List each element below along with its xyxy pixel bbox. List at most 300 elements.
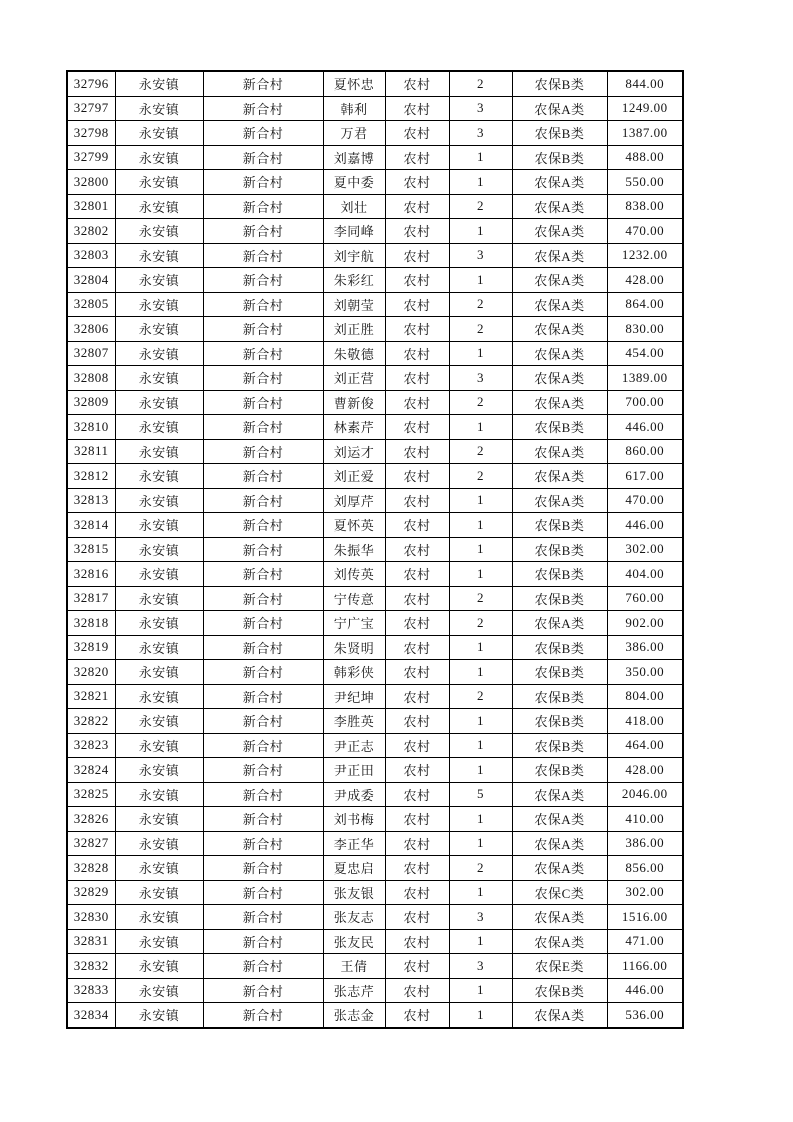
cell-amount: 418.00	[607, 709, 683, 734]
cell-insurance-category: 农保E类	[512, 954, 607, 979]
cell-amount: 804.00	[607, 684, 683, 709]
cell-person-count: 1	[449, 635, 512, 660]
cell-amount: 864.00	[607, 292, 683, 317]
cell-amount: 386.00	[607, 635, 683, 660]
table-row	[67, 905, 683, 930]
cell-town: 永安镇	[115, 660, 203, 685]
cell-name: 韩彩侠	[323, 660, 385, 685]
cell-insurance-category: 农保B类	[512, 145, 607, 170]
cell-household-type: 农村	[385, 390, 449, 415]
table-row	[67, 488, 683, 513]
cell-household-type: 农村	[385, 292, 449, 317]
cell-person-count: 3	[449, 96, 512, 121]
cell-record-no: 32816	[67, 562, 115, 587]
table-row	[67, 856, 683, 881]
cell-name: 刘正爱	[323, 464, 385, 489]
table-row	[67, 586, 683, 611]
cell-village: 新合村	[203, 929, 323, 954]
cell-town: 永安镇	[115, 537, 203, 562]
table-row	[67, 684, 683, 709]
cell-person-count: 1	[449, 170, 512, 195]
cell-insurance-category: 农保B类	[512, 513, 607, 538]
cell-town: 永安镇	[115, 1003, 203, 1028]
cell-amount: 1387.00	[607, 121, 683, 146]
cell-insurance-category: 农保A类	[512, 366, 607, 391]
cell-amount: 470.00	[607, 219, 683, 244]
cell-household-type: 农村	[385, 782, 449, 807]
cell-amount: 428.00	[607, 758, 683, 783]
cell-record-no: 32833	[67, 978, 115, 1003]
cell-person-count: 2	[449, 684, 512, 709]
cell-insurance-category: 农保A类	[512, 170, 607, 195]
cell-insurance-category: 农保A类	[512, 317, 607, 342]
cell-village: 新合村	[203, 758, 323, 783]
cell-person-count: 2	[449, 856, 512, 881]
cell-record-no: 32821	[67, 684, 115, 709]
cell-name: 刘正营	[323, 366, 385, 391]
table-row	[67, 1003, 683, 1028]
cell-name: 朱敬德	[323, 341, 385, 366]
table-row	[67, 268, 683, 293]
cell-record-no: 32796	[67, 71, 115, 96]
cell-insurance-category: 农保B类	[512, 71, 607, 96]
cell-town: 永安镇	[115, 978, 203, 1003]
cell-insurance-category: 农保A类	[512, 292, 607, 317]
cell-amount: 844.00	[607, 71, 683, 96]
cell-amount: 1249.00	[607, 96, 683, 121]
cell-name: 朱贤明	[323, 635, 385, 660]
cell-insurance-category: 农保A类	[512, 488, 607, 513]
cell-village: 新合村	[203, 243, 323, 268]
cell-name: 李正华	[323, 831, 385, 856]
cell-amount: 404.00	[607, 562, 683, 587]
cell-village: 新合村	[203, 268, 323, 293]
cell-household-type: 农村	[385, 978, 449, 1003]
cell-record-no: 32800	[67, 170, 115, 195]
cell-insurance-category: 农保B类	[512, 758, 607, 783]
cell-record-no: 32830	[67, 905, 115, 930]
cell-town: 永安镇	[115, 513, 203, 538]
cell-insurance-category: 农保A类	[512, 831, 607, 856]
cell-town: 永安镇	[115, 121, 203, 146]
cell-record-no: 32826	[67, 807, 115, 832]
cell-insurance-category: 农保C类	[512, 880, 607, 905]
cell-person-count: 1	[449, 415, 512, 440]
cell-person-count: 2	[449, 71, 512, 96]
cell-person-count: 1	[449, 807, 512, 832]
cell-amount: 302.00	[607, 880, 683, 905]
cell-household-type: 农村	[385, 366, 449, 391]
cell-village: 新合村	[203, 439, 323, 464]
cell-insurance-category: 农保A类	[512, 219, 607, 244]
cell-person-count: 2	[449, 292, 512, 317]
cell-insurance-category: 农保A类	[512, 905, 607, 930]
cell-household-type: 农村	[385, 733, 449, 758]
cell-town: 永安镇	[115, 341, 203, 366]
table-row	[67, 562, 683, 587]
cell-household-type: 农村	[385, 537, 449, 562]
cell-amount: 856.00	[607, 856, 683, 881]
cell-household-type: 农村	[385, 562, 449, 587]
table-row	[67, 317, 683, 342]
cell-town: 永安镇	[115, 464, 203, 489]
cell-record-no: 32818	[67, 611, 115, 636]
cell-village: 新合村	[203, 660, 323, 685]
cell-person-count: 1	[449, 145, 512, 170]
cell-town: 永安镇	[115, 782, 203, 807]
cell-village: 新合村	[203, 709, 323, 734]
cell-name: 张友银	[323, 880, 385, 905]
cell-name: 朱振华	[323, 537, 385, 562]
cell-household-type: 农村	[385, 439, 449, 464]
table-row	[67, 513, 683, 538]
cell-insurance-category: 农保A类	[512, 268, 607, 293]
table-row	[67, 219, 683, 244]
cell-name: 曹新俊	[323, 390, 385, 415]
cell-town: 永安镇	[115, 243, 203, 268]
cell-record-no: 32808	[67, 366, 115, 391]
cell-insurance-category: 农保A类	[512, 194, 607, 219]
cell-person-count: 2	[449, 586, 512, 611]
cell-record-no: 32799	[67, 145, 115, 170]
table-row	[67, 758, 683, 783]
table-row	[67, 170, 683, 195]
cell-name: 刘正胜	[323, 317, 385, 342]
cell-person-count: 1	[449, 978, 512, 1003]
cell-record-no: 32798	[67, 121, 115, 146]
cell-amount: 464.00	[607, 733, 683, 758]
cell-household-type: 农村	[385, 611, 449, 636]
cell-household-type: 农村	[385, 880, 449, 905]
cell-household-type: 农村	[385, 415, 449, 440]
cell-village: 新合村	[203, 611, 323, 636]
cell-village: 新合村	[203, 219, 323, 244]
cell-name: 刘壮	[323, 194, 385, 219]
cell-record-no: 32823	[67, 733, 115, 758]
cell-household-type: 农村	[385, 317, 449, 342]
cell-name: 刘厚芹	[323, 488, 385, 513]
cell-insurance-category: 农保A类	[512, 464, 607, 489]
cell-town: 永安镇	[115, 71, 203, 96]
cell-name: 李同峰	[323, 219, 385, 244]
cell-village: 新合村	[203, 194, 323, 219]
cell-town: 永安镇	[115, 586, 203, 611]
cell-insurance-category: 农保B类	[512, 121, 607, 146]
cell-town: 永安镇	[115, 905, 203, 930]
cell-amount: 1232.00	[607, 243, 683, 268]
cell-village: 新合村	[203, 170, 323, 195]
cell-amount: 1389.00	[607, 366, 683, 391]
table-row	[67, 709, 683, 734]
cell-household-type: 农村	[385, 513, 449, 538]
cell-insurance-category: 农保A类	[512, 243, 607, 268]
cell-town: 永安镇	[115, 709, 203, 734]
cell-household-type: 农村	[385, 807, 449, 832]
cell-record-no: 32801	[67, 194, 115, 219]
cell-town: 永安镇	[115, 880, 203, 905]
cell-insurance-category: 农保B类	[512, 586, 607, 611]
cell-village: 新合村	[203, 121, 323, 146]
cell-insurance-category: 农保B类	[512, 415, 607, 440]
cell-household-type: 农村	[385, 96, 449, 121]
cell-record-no: 32819	[67, 635, 115, 660]
cell-amount: 700.00	[607, 390, 683, 415]
cell-record-no: 32834	[67, 1003, 115, 1028]
cell-household-type: 农村	[385, 243, 449, 268]
cell-record-no: 32797	[67, 96, 115, 121]
subsidy-table	[66, 70, 684, 1029]
cell-town: 永安镇	[115, 562, 203, 587]
table-row	[67, 954, 683, 979]
cell-record-no: 32812	[67, 464, 115, 489]
subsidy-table-body	[67, 71, 683, 1028]
cell-town: 永安镇	[115, 611, 203, 636]
cell-record-no: 32804	[67, 268, 115, 293]
cell-person-count: 5	[449, 782, 512, 807]
cell-person-count: 2	[449, 464, 512, 489]
cell-household-type: 农村	[385, 758, 449, 783]
cell-person-count: 1	[449, 733, 512, 758]
cell-amount: 446.00	[607, 415, 683, 440]
cell-town: 永安镇	[115, 439, 203, 464]
cell-town: 永安镇	[115, 96, 203, 121]
cell-amount: 2046.00	[607, 782, 683, 807]
table-row	[67, 390, 683, 415]
cell-village: 新合村	[203, 807, 323, 832]
cell-village: 新合村	[203, 684, 323, 709]
cell-record-no: 32820	[67, 660, 115, 685]
cell-record-no: 32827	[67, 831, 115, 856]
table-row	[67, 243, 683, 268]
cell-village: 新合村	[203, 782, 323, 807]
cell-household-type: 农村	[385, 905, 449, 930]
cell-insurance-category: 农保A类	[512, 929, 607, 954]
table-row	[67, 978, 683, 1003]
cell-amount: 760.00	[607, 586, 683, 611]
cell-person-count: 3	[449, 905, 512, 930]
table-row	[67, 366, 683, 391]
cell-name: 宁广宝	[323, 611, 385, 636]
cell-record-no: 32806	[67, 317, 115, 342]
cell-village: 新合村	[203, 831, 323, 856]
cell-record-no: 32815	[67, 537, 115, 562]
cell-insurance-category: 农保A类	[512, 390, 607, 415]
cell-household-type: 农村	[385, 586, 449, 611]
cell-town: 永安镇	[115, 317, 203, 342]
cell-amount: 410.00	[607, 807, 683, 832]
cell-record-no: 32831	[67, 929, 115, 954]
table-row	[67, 635, 683, 660]
cell-person-count: 1	[449, 537, 512, 562]
cell-amount: 860.00	[607, 439, 683, 464]
table-row	[67, 415, 683, 440]
cell-insurance-category: 农保B类	[512, 537, 607, 562]
cell-record-no: 32805	[67, 292, 115, 317]
cell-village: 新合村	[203, 537, 323, 562]
cell-record-no: 32825	[67, 782, 115, 807]
cell-person-count: 1	[449, 758, 512, 783]
cell-name: 张友志	[323, 905, 385, 930]
cell-amount: 488.00	[607, 145, 683, 170]
cell-record-no: 32813	[67, 488, 115, 513]
cell-village: 新合村	[203, 96, 323, 121]
cell-household-type: 农村	[385, 121, 449, 146]
cell-person-count: 3	[449, 243, 512, 268]
cell-record-no: 32809	[67, 390, 115, 415]
cell-person-count: 2	[449, 317, 512, 342]
cell-town: 永安镇	[115, 415, 203, 440]
cell-town: 永安镇	[115, 954, 203, 979]
cell-person-count: 1	[449, 880, 512, 905]
table-row	[67, 880, 683, 905]
cell-amount: 902.00	[607, 611, 683, 636]
cell-name: 宁传意	[323, 586, 385, 611]
table-row	[67, 537, 683, 562]
cell-household-type: 农村	[385, 1003, 449, 1028]
cell-town: 永安镇	[115, 194, 203, 219]
cell-name: 王倩	[323, 954, 385, 979]
cell-person-count: 1	[449, 709, 512, 734]
cell-town: 永安镇	[115, 807, 203, 832]
cell-amount: 1516.00	[607, 905, 683, 930]
cell-person-count: 1	[449, 341, 512, 366]
cell-household-type: 农村	[385, 464, 449, 489]
table-row	[67, 71, 683, 96]
cell-person-count: 1	[449, 562, 512, 587]
cell-name: 尹纪坤	[323, 684, 385, 709]
cell-insurance-category: 农保B类	[512, 562, 607, 587]
cell-household-type: 农村	[385, 145, 449, 170]
cell-record-no: 32822	[67, 709, 115, 734]
cell-village: 新合村	[203, 635, 323, 660]
cell-household-type: 农村	[385, 219, 449, 244]
cell-name: 韩利	[323, 96, 385, 121]
cell-record-no: 32829	[67, 880, 115, 905]
cell-record-no: 32832	[67, 954, 115, 979]
cell-name: 李胜英	[323, 709, 385, 734]
cell-town: 永安镇	[115, 635, 203, 660]
cell-record-no: 32811	[67, 439, 115, 464]
cell-insurance-category: 农保A类	[512, 782, 607, 807]
table-row	[67, 464, 683, 489]
cell-person-count: 1	[449, 219, 512, 244]
cell-insurance-category: 农保A类	[512, 856, 607, 881]
cell-amount: 446.00	[607, 978, 683, 1003]
cell-household-type: 农村	[385, 71, 449, 96]
cell-town: 永安镇	[115, 145, 203, 170]
cell-town: 永安镇	[115, 758, 203, 783]
cell-person-count: 2	[449, 390, 512, 415]
cell-person-count: 1	[449, 831, 512, 856]
cell-village: 新合村	[203, 292, 323, 317]
table-row	[67, 145, 683, 170]
cell-amount: 550.00	[607, 170, 683, 195]
cell-village: 新合村	[203, 880, 323, 905]
cell-amount: 386.00	[607, 831, 683, 856]
cell-name: 夏怀忠	[323, 71, 385, 96]
cell-amount: 838.00	[607, 194, 683, 219]
cell-name: 夏中委	[323, 170, 385, 195]
cell-name: 夏忠启	[323, 856, 385, 881]
cell-name: 张志金	[323, 1003, 385, 1028]
cell-insurance-category: 农保B类	[512, 733, 607, 758]
cell-name: 朱彩红	[323, 268, 385, 293]
cell-record-no: 32817	[67, 586, 115, 611]
cell-town: 永安镇	[115, 856, 203, 881]
table-row	[67, 807, 683, 832]
cell-name: 刘运才	[323, 439, 385, 464]
cell-record-no: 32803	[67, 243, 115, 268]
cell-amount: 536.00	[607, 1003, 683, 1028]
cell-town: 永安镇	[115, 390, 203, 415]
table-row	[67, 782, 683, 807]
cell-name: 刘宇航	[323, 243, 385, 268]
cell-name: 尹正志	[323, 733, 385, 758]
cell-insurance-category: 农保B类	[512, 978, 607, 1003]
cell-household-type: 农村	[385, 684, 449, 709]
cell-insurance-category: 农保A类	[512, 96, 607, 121]
cell-record-no: 32814	[67, 513, 115, 538]
cell-town: 永安镇	[115, 831, 203, 856]
table-row	[67, 831, 683, 856]
cell-town: 永安镇	[115, 366, 203, 391]
cell-person-count: 1	[449, 929, 512, 954]
cell-name: 万君	[323, 121, 385, 146]
cell-insurance-category: 农保A类	[512, 1003, 607, 1028]
cell-household-type: 农村	[385, 856, 449, 881]
cell-village: 新合村	[203, 488, 323, 513]
cell-village: 新合村	[203, 145, 323, 170]
cell-village: 新合村	[203, 1003, 323, 1028]
cell-village: 新合村	[203, 71, 323, 96]
cell-village: 新合村	[203, 366, 323, 391]
cell-household-type: 农村	[385, 635, 449, 660]
cell-person-count: 2	[449, 194, 512, 219]
cell-village: 新合村	[203, 905, 323, 930]
cell-household-type: 农村	[385, 929, 449, 954]
cell-town: 永安镇	[115, 292, 203, 317]
cell-town: 永安镇	[115, 219, 203, 244]
cell-name: 刘书梅	[323, 807, 385, 832]
table-row	[67, 929, 683, 954]
cell-name: 张友民	[323, 929, 385, 954]
cell-person-count: 1	[449, 268, 512, 293]
cell-record-no: 32810	[67, 415, 115, 440]
cell-name: 刘嘉博	[323, 145, 385, 170]
cell-insurance-category: 农保B类	[512, 684, 607, 709]
cell-insurance-category: 农保A类	[512, 341, 607, 366]
cell-person-count: 2	[449, 611, 512, 636]
cell-person-count: 1	[449, 488, 512, 513]
cell-insurance-category: 农保B类	[512, 635, 607, 660]
cell-household-type: 农村	[385, 341, 449, 366]
cell-household-type: 农村	[385, 194, 449, 219]
cell-name: 张志芹	[323, 978, 385, 1003]
cell-record-no: 32802	[67, 219, 115, 244]
cell-village: 新合村	[203, 586, 323, 611]
cell-village: 新合村	[203, 415, 323, 440]
table-row	[67, 121, 683, 146]
cell-village: 新合村	[203, 390, 323, 415]
cell-village: 新合村	[203, 733, 323, 758]
cell-village: 新合村	[203, 856, 323, 881]
cell-village: 新合村	[203, 317, 323, 342]
cell-person-count: 1	[449, 1003, 512, 1028]
table-row	[67, 341, 683, 366]
table-row	[67, 733, 683, 758]
cell-name: 尹正田	[323, 758, 385, 783]
cell-amount: 428.00	[607, 268, 683, 293]
